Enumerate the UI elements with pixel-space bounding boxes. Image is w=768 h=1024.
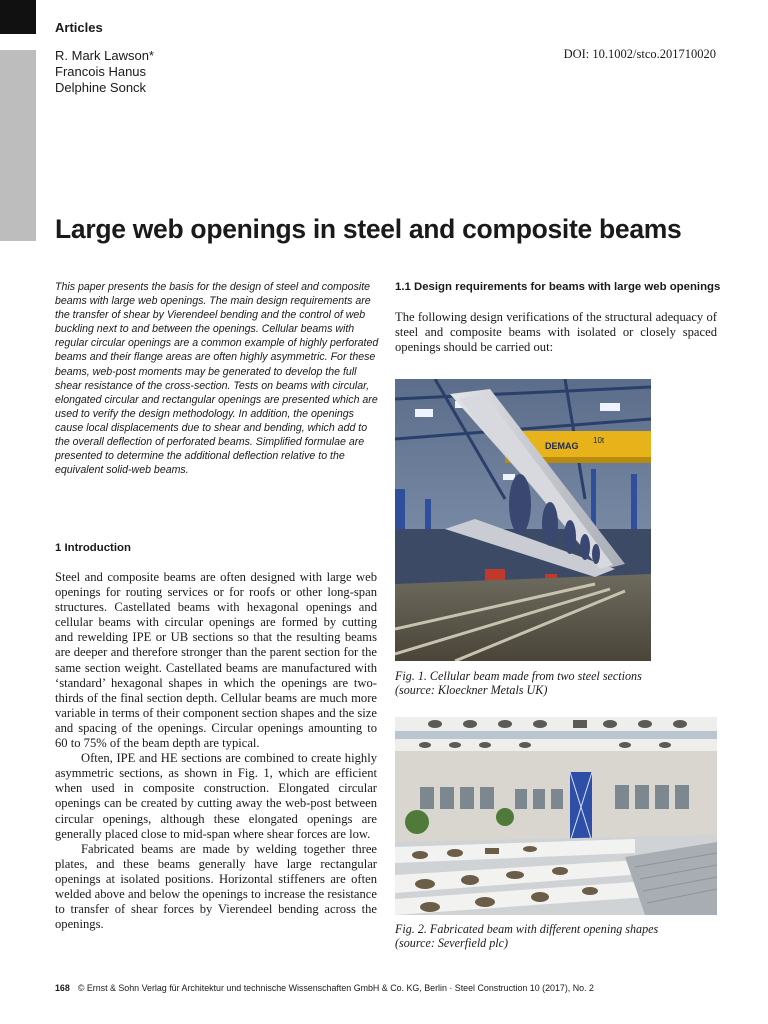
margin-bar — [0, 50, 36, 241]
doi-link[interactable]: DOI: 10.1002/stco.201710020 — [563, 47, 716, 61]
crane-capacity-text: 10t — [593, 436, 605, 445]
paragraph: Often, IPE and HE sections are combined to create highly asymmetric sections, as shown in Fig. 1, which are efficient when used in composite construction. Elongated circular openings can be created by cutting away the web-post between circular openings, although these elongated openings are generally placed close to mid-span where shear forces are low. — [55, 751, 377, 841]
figure-2-caption — [395, 922, 717, 951]
page-footer — [55, 983, 594, 993]
page-number: 168 — [55, 983, 70, 993]
crane-brand-text: DEMAG — [545, 441, 579, 451]
figure-1-image — [395, 379, 651, 661]
abstract: This paper presents the basis for the design of steel and composite beams with large web openings. The main design requirements are the transfer of shear by Vierendeel bending and the control of web buckling next to and between the openings. Cellular beams with regular circular openings are a common example of highly perforated beams and their flange areas are often highly asymmetric. For these beams, web-post moments may be generated to develop the full shear resistance of the cross-section. Tests on beams with circular, elongated circular and rectangular openings are presented which are used to verify the design methodology. In addition, the openings cause local displacements due to shear and bending, which add to the overall deflection of perforated beams. Simplified formulae are presented to determine the additional deflection relative to the equivalent solid-web beams. — [55, 281, 379, 477]
author-name: R. Mark Lawson* — [55, 48, 154, 63]
figure-2-image — [395, 717, 717, 915]
paragraph: Steel and composite beams are often designed with large web openings for routing services or for roofs or other long-span structures. Castellated beams with hexagonal openings and cellular beams with circular openings are formed by cutting and rewelding IPE or UB sections so that the resulting beams are deeper and therefore stronger than the parent section for the same section weight. Castellated beams are manufactured with ‘standard’ hexagonal shapes in which the openings are two-thirds of the final section depth. Cellular beams are much more variable in terms of their component section shapes and the size and spacing of the openings. Circular openings amounting to 60 to 75% of the beam depth are typical. — [55, 570, 377, 751]
introduction-text — [55, 570, 377, 932]
subsection-heading: 1.1 Design requirements for beams with large web openings — [395, 281, 721, 293]
caption-line: (source: Severfield plc) — [395, 936, 509, 951]
paragraph: Fabricated beams are made by welding together three plates, and these beams generally have large rectangular openings at isolated positions. Horizontal stiffeners are often welded above and below the openings to increase the resistance to transfer of shear forces by Vierendeel bending across the openings. — [55, 841, 377, 932]
caption-line: Fig. 1. Cellular beam made from two steel sections — [395, 669, 642, 683]
figure-1-caption — [395, 669, 695, 698]
paragraph: The following design verifications of the structural adequacy of steel and composite beams with isolated or closely spaced openings should be carried out: — [395, 310, 717, 355]
author-name: Francois Hanus — [55, 64, 147, 79]
section-tab-marker — [0, 0, 36, 34]
caption-line: Fig. 2. Fabricated beam with different opening shapes — [395, 922, 659, 936]
footer-text: © Ernst & Sohn Verlag für Architektur und technische Wissenschaften GmbH & Co. KG, Berlin · Steel Construction 10 (2017), No. 2 — [77, 983, 594, 993]
article-title: Large web openings in steel and composite beams — [55, 214, 682, 244]
section-label: Articles — [55, 20, 103, 35]
author-list — [55, 48, 154, 96]
caption-line: (source: Kloeckner Metals UK) — [395, 683, 548, 698]
section-heading: 1 Introduction — [55, 542, 131, 554]
author-name: Delphine Sonck — [55, 80, 147, 95]
